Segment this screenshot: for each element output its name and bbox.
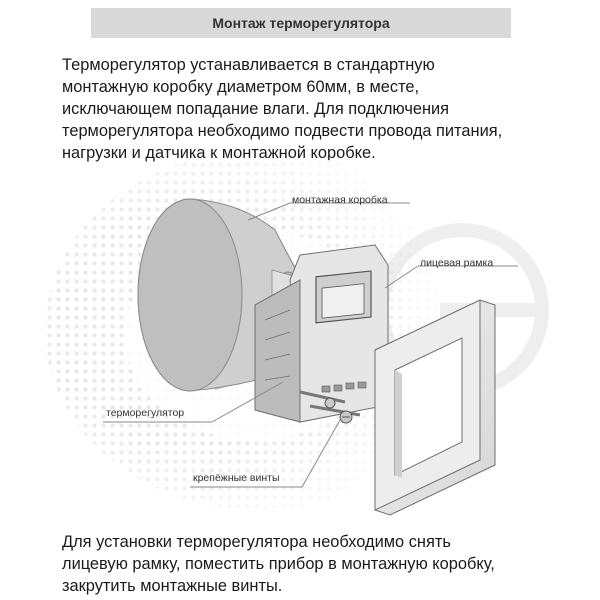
diagram-svg (0, 160, 600, 530)
outro-line: Для установки терморегулятора необходимо снять (62, 533, 451, 551)
label-mounting-box: монтажная коробка (292, 194, 388, 206)
outro-line: лицевую рамку, поместить прибор в монтажную коробку, (62, 555, 495, 573)
intro-line: исключающем попадание влаги. Для подключения (62, 100, 450, 118)
outro-line: закрутить монтажные винты. (62, 577, 283, 595)
label-face-frame: лицевая рамка (420, 257, 494, 269)
intro-paragraph (62, 54, 542, 164)
section-title-text: Монтаж терморегулятора (212, 15, 390, 31)
intro-line: нагрузки и датчика к монтажной коробке. (62, 144, 376, 162)
section-title (91, 8, 511, 38)
label-thermostat: терморегулятор (106, 407, 185, 419)
outro-paragraph (62, 531, 542, 597)
intro-line: Терморегулятор устанавливается в стандартную (62, 56, 435, 74)
installation-diagram (0, 160, 600, 530)
intro-line: монтажную коробку диаметром 60мм, в месте, (62, 78, 420, 96)
label-fixing-screws: крепёжные винты (193, 472, 280, 484)
intro-line: терморегулятора необходимо подвести провода питания, (62, 122, 503, 140)
